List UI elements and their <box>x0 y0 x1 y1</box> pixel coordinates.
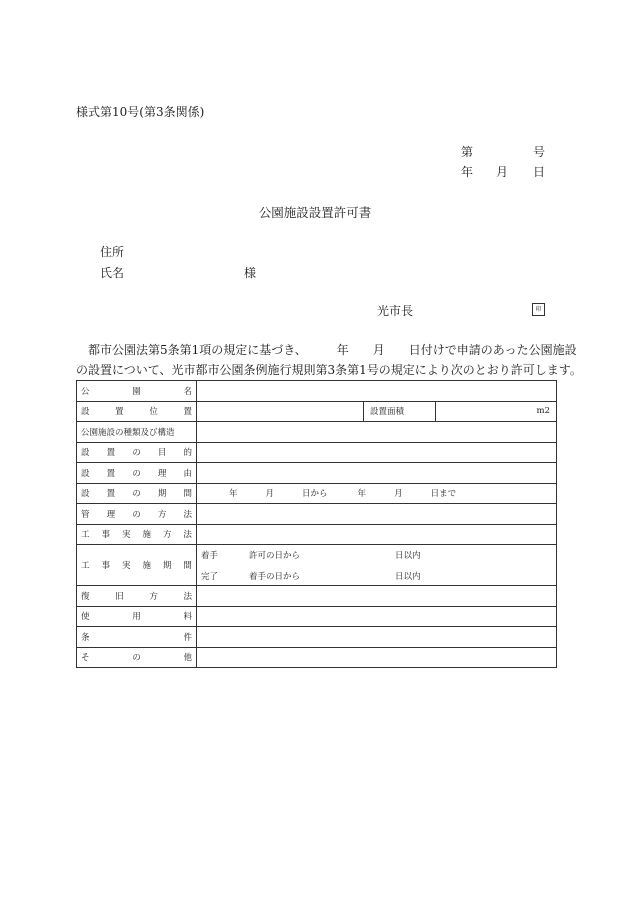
end-text: 着手の日から <box>249 572 301 582</box>
value-park-name <box>197 381 557 402</box>
label-facility-type: 公園施設の種類及び構造 <box>77 422 197 443</box>
value-construction-period <box>197 545 557 586</box>
label-other: そ の 他 <box>77 647 197 668</box>
start-text: 許可の日から <box>249 551 301 561</box>
document-title: 公園施設設置許可書 <box>258 205 372 220</box>
value-facility-type <box>197 422 557 443</box>
value-purpose <box>197 442 557 463</box>
period-month-2: 月 <box>394 489 403 500</box>
label-construction-method: 工 事 実 施 方 法 <box>77 524 197 545</box>
period-year-1: 年 <box>229 489 238 500</box>
period-year-2: 年 <box>357 489 367 500</box>
label-restoration: 復 旧 方 法 <box>77 586 197 607</box>
date-year: 年 <box>461 165 474 179</box>
body-line-1: 都市公園法第5条第1項の規定に基づき、 年 月 日付けで申請のあった公園施設 <box>88 343 577 357</box>
form-number: 様式第10号(第3条関係) <box>76 105 205 119</box>
table-row <box>77 627 557 648</box>
table-row <box>77 524 557 545</box>
label-purpose: 設 置 の 目 的 <box>77 442 197 463</box>
value-area-unit: m2 <box>436 401 557 422</box>
table-row <box>77 545 557 586</box>
end-days: 日以内 <box>395 572 421 582</box>
start-days: 日以内 <box>395 551 421 561</box>
body-paragraph <box>76 341 582 380</box>
body-line-2: の設置について、光市都市公園条例施行規則第3条第1号の規定により次のとおり許可します。 <box>76 362 582 377</box>
label-reason: 設 置 の 理 由 <box>77 463 197 484</box>
document-number-suffix: 号 <box>533 145 546 159</box>
table-row <box>77 606 557 627</box>
value-period <box>197 483 557 504</box>
table-row <box>77 483 557 504</box>
table-row <box>77 442 557 463</box>
label-park-name: 公 園 名 <box>77 381 197 402</box>
table-row <box>77 504 557 525</box>
label-construction-period: 工 事 実 施 期 間 <box>77 545 197 586</box>
value-reason <box>197 463 557 484</box>
value-other <box>197 647 557 668</box>
permit-table <box>76 380 557 668</box>
value-construction-method <box>197 524 557 545</box>
table-row <box>77 647 557 668</box>
honorific: 様 <box>244 266 257 280</box>
label-conditions: 条 件 <box>77 627 197 648</box>
value-location <box>197 401 364 422</box>
label-fee: 使 用 料 <box>77 606 197 627</box>
document-number-prefix: 第 <box>461 145 474 159</box>
issuer-title: 光市長 <box>377 304 414 318</box>
date-month: 月 <box>496 165 509 179</box>
address-label: 住所 <box>100 245 125 259</box>
table-row <box>77 422 557 443</box>
value-fee <box>197 606 557 627</box>
period-month-1: 月 <box>265 489 275 500</box>
value-management <box>197 504 557 525</box>
date-day: 日 <box>533 165 546 179</box>
table-row <box>77 586 557 607</box>
table-row <box>77 381 557 402</box>
seal-mark: 印 <box>532 303 545 316</box>
name-label: 氏名 <box>100 266 125 280</box>
value-conditions <box>197 627 557 648</box>
label-period: 設 置 の 期 間 <box>77 483 197 504</box>
table-row <box>77 401 557 422</box>
period-until: 日まで <box>430 489 457 500</box>
label-area: 設置面積 <box>364 401 436 422</box>
label-management: 管 理 の 方 法 <box>77 504 197 525</box>
label-location: 設 置 位 置 <box>77 401 197 422</box>
value-restoration <box>197 586 557 607</box>
end-label: 完了 <box>201 572 219 582</box>
start-label: 着手 <box>201 551 219 561</box>
table-row <box>77 463 557 484</box>
period-from: 日から <box>302 489 328 500</box>
